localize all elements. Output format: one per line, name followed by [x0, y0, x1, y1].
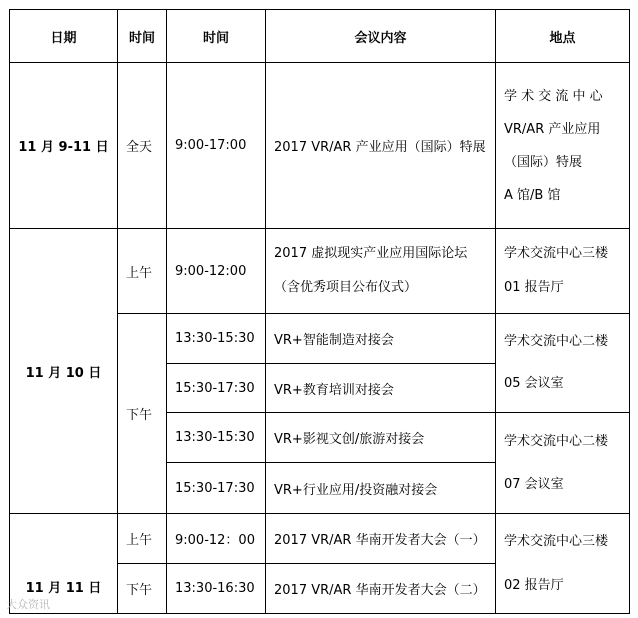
date-cell: 11 月 9-11 日: [10, 63, 118, 229]
venue-line: 01 报告厅: [504, 280, 564, 295]
content-cell: VR+教育培训对接会: [266, 364, 496, 413]
venue-line: （国际）特展: [504, 154, 583, 170]
venue-cell: [496, 314, 630, 413]
content-cell: [266, 229, 496, 314]
venue-line: 学术交流中心二楼: [504, 334, 609, 349]
venue-line: VR/AR 产业应用: [504, 121, 601, 137]
time-cell: 9:00-17:00: [167, 63, 266, 229]
venue-cell: [496, 514, 630, 614]
period-cell: 上午: [118, 514, 167, 564]
venue-line: 02 报告厅: [504, 577, 564, 593]
header-time: 时间: [167, 10, 266, 63]
venue-line: 学术交流中心三楼: [504, 533, 609, 549]
venue-line: 学术交流中心三楼: [504, 246, 609, 261]
content-line: （含优秀项目公布仪式）: [274, 280, 418, 295]
time-cell: 15:30-17:30: [167, 364, 266, 413]
watermark-text: 大众资讯: [6, 598, 50, 611]
schedule-table-wrapper: [9, 9, 630, 614]
period-cell: 全天: [118, 63, 167, 229]
venue-line: A 馆/B 馆: [504, 187, 561, 203]
table-row: [10, 514, 630, 564]
date-cell: 11 月 10 日: [10, 229, 118, 514]
header-period: 时间: [118, 10, 167, 63]
content-cell: 2017 VR/AR 产业应用（国际）特展: [266, 63, 496, 229]
content-cell: 2017 VR/AR 华南开发者大会（一）: [266, 514, 496, 564]
header-date: 日期: [10, 10, 118, 63]
table-row: [10, 229, 630, 314]
time-cell: 15:30-17:30: [167, 463, 266, 514]
content-cell: VR+行业应用/投资融对接会: [266, 463, 496, 514]
period-cell: 下午: [118, 314, 167, 514]
time-cell: 9:00-12:00: [167, 229, 266, 314]
header-content: 会议内容: [266, 10, 496, 63]
venue-cell: [496, 229, 630, 314]
venue-line: 07 会议室: [504, 477, 564, 492]
venue-line: 05 会议室: [504, 376, 564, 391]
time-cell: 13:30-15:30: [167, 314, 266, 364]
header-row: [10, 10, 630, 63]
schedule-table: [9, 9, 630, 614]
content-cell: VR+智能制造对接会: [266, 314, 496, 364]
venue-line: 学术交流中心二楼: [504, 434, 609, 449]
time-cell: 13:30-16:30: [167, 564, 266, 614]
time-cell: 9:00-12：00: [167, 514, 266, 564]
content-line: 2017 虚拟现实产业应用国际论坛: [274, 246, 468, 261]
venue-line: 学 术 交 流 中 心: [504, 88, 603, 104]
header-venue: 地点: [496, 10, 630, 63]
content-cell: VR+影视文创/旅游对接会: [266, 413, 496, 463]
venue-cell: [496, 413, 630, 514]
venue-cell: [496, 63, 630, 229]
content-cell: 2017 VR/AR 华南开发者大会（二）: [266, 564, 496, 614]
date-cell: 11 月 11 日: [10, 514, 118, 614]
period-cell: 上午: [118, 229, 167, 314]
table-row: [10, 63, 630, 229]
period-cell: 下午: [118, 564, 167, 614]
time-cell: 13:30-15:30: [167, 413, 266, 463]
